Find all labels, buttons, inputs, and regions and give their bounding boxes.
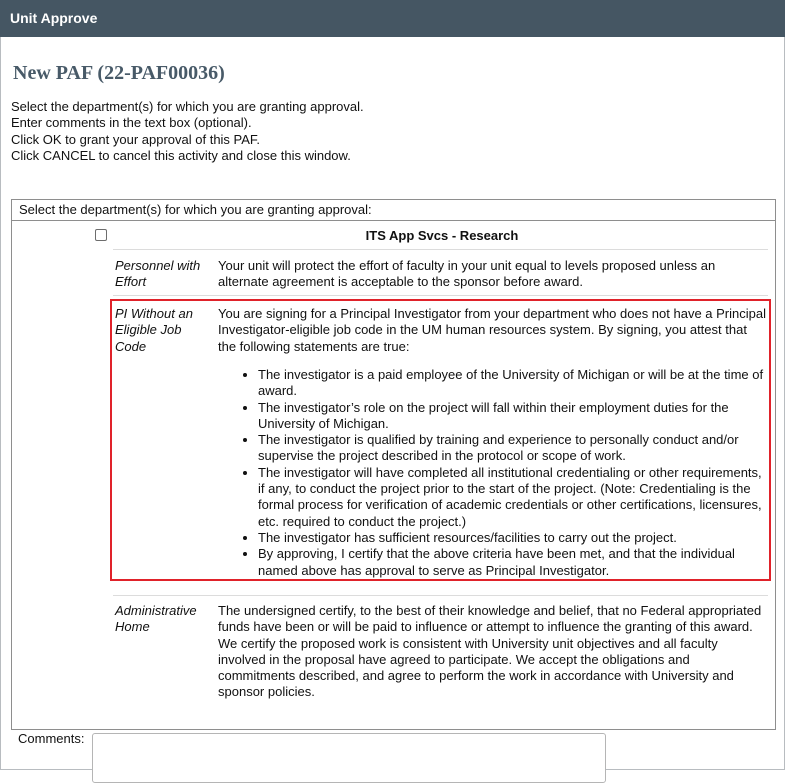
instructions [11, 99, 364, 164]
list-item: • The investigator is qualified by training and experience to personally conduct and/or supervise the project described in the protocol or scope of work. [258, 432, 769, 465]
department-checkbox[interactable] [95, 229, 107, 241]
row-text-effort: Your unit will protect the effort of faculty in your unit equal to levels proposed unless an alternate agreement is acceptable to the sponsor before award. [218, 258, 716, 290]
row-label-admin: Administrative Home [115, 603, 197, 635]
list-item: • The investigator’s role on the project will fall within their employment duties for the University of Michigan. [258, 400, 769, 433]
row-label-pi: PI Without an Eligible Job Code [115, 306, 193, 354]
instruction-line: Enter comments in the text box (optional). [11, 115, 252, 131]
pi-attestation-list [239, 367, 769, 579]
row-divider [113, 249, 768, 250]
comments-label: Comments: [18, 731, 85, 746]
row-text-admin: The undersigned certify, to the best of their knowledge and belief, that no Federal appropriated funds have been or will be paid to influence or attempt to influence the granting of this award. We certify the proposed work is consistent with University unit objectives and all faculty involved in the proposal have agreed to participate. We accept the obligations and commitments described, and agree to perform the work in accordance with University and sponsor policies. [218, 603, 762, 700]
department-name: ITS App Svcs - Research [365, 228, 519, 243]
list-item: • The investigator has sufficient resources/facilities to carry out the project. [258, 530, 769, 546]
window-titlebar [0, 0, 785, 37]
page-title: New PAF (22-PAF00036) [13, 62, 225, 84]
instruction-line: Select the department(s) for which you are granting approval. [11, 99, 364, 114]
window-title: Unit Approve [10, 10, 98, 26]
comments-textarea[interactable] [92, 733, 606, 783]
row-divider [113, 595, 768, 596]
row-divider [113, 295, 768, 296]
row-label-effort: Personnel with Effort [115, 258, 201, 290]
list-item: • The investigator is a paid employee of the University of Michigan or will be at the time of award. [258, 367, 769, 400]
instruction-line: Click CANCEL to cancel this activity and close this window. [11, 147, 351, 163]
list-item: • By approving, I certify that the above criteria have been met, and that the individual named above has approval to serve as Principal Investigator. [258, 546, 769, 579]
department-approval-panel [11, 199, 776, 730]
row-text-pi-intro: You are signing for a Principal Investigator from your department who does not have a Principal Investigator-eligible job code in the UM human resources system. By signing, you attest that the following statements are true: [218, 306, 766, 354]
instruction-line: Click OK to grant your approval of this PAF. [11, 131, 261, 147]
department-panel-header: Select the department(s) for which you are granting approval: [12, 200, 775, 221]
list-item: • The investigator will have completed all institutional credentialing or other requirements, if any, to conduct the project prior to the start of the project. (Note: Credentialing is the formal process for verification of academic credentials or other certifications, licensures, etc. required to conduct the project.) [258, 465, 769, 530]
